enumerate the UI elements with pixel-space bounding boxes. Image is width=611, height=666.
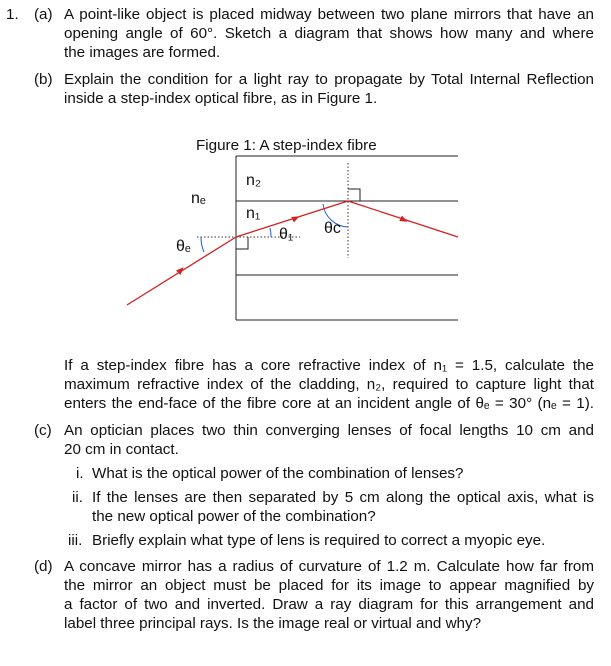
theta-e-arc — [201, 237, 204, 252]
subpart-ii-line-1: If the lenses are then separated by 5 cm along the optical axis, what is — [92, 489, 594, 506]
part-a-line-1: A point-like object is placed midway between two plane mirrors that have an — [64, 6, 594, 23]
reflected-ray-arrow — [402, 219, 404, 220]
question-number: 1. — [6, 6, 19, 23]
part-d-line-3: a factor of two and inverted. Draw a ray diagram for this arrangement and — [64, 596, 594, 613]
entry-right-angle-marker — [236, 237, 248, 249]
subpart-ii-label: ii. — [72, 489, 83, 506]
subpart-iii-line-1: Briefly explain what type of lens is required to correct a myopic eye. — [92, 532, 546, 549]
part-d-line-4: label three principal rays. Is the image real or virtual and why? — [64, 615, 482, 632]
part-d-line-2: the mirror an object must be placed for its image to appear magnified by — [64, 577, 594, 594]
part-a-label: (a) — [34, 6, 53, 23]
label-theta-1: θ₁ — [279, 226, 294, 243]
part-b-after-line-1: If a step-index fibre has a core refractive index of n₁ = 1.5, calculate the — [64, 357, 594, 374]
subpart-iii-label: iii. — [68, 532, 83, 549]
label-n2: n₂ — [246, 172, 262, 189]
part-d-line-1: A concave mirror has a radius of curvature of 1.2 m. Calculate how far from — [64, 558, 594, 575]
part-d-label: (d) — [34, 558, 53, 575]
theta-1-arc — [270, 228, 271, 237]
part-b-after-line-3: enters the end-face of the fibre core at an incident angle of θₑ = 30° (nₑ = 1). — [64, 395, 594, 412]
part-a-line-2: opening angle of 60°. Sketch a diagram that shows how many and where — [64, 25, 594, 42]
part-b-line-2: inside a step-index optical fibre, as in Figure 1. — [64, 90, 378, 107]
label-theta-c: θc — [324, 220, 341, 237]
label-ne: nₑ — [191, 190, 206, 207]
part-c-line-2: 20 cm in contact. — [64, 441, 179, 458]
refracted-ray-arrow — [294, 218, 296, 219]
part-b-line-1: Explain the condition for a light ray to propagate by Total Internal Reflection — [64, 71, 594, 88]
part-c-line-1: An optician places two thin converging lenses of focal lengths 10 cm and — [64, 422, 594, 439]
incident-ray-arrow — [180, 270, 181, 271]
label-theta-e: θₑ — [176, 238, 191, 255]
subpart-i-line-1: What is the optical power of the combination of lenses? — [92, 465, 464, 482]
subpart-ii-line-2: the new optical power of the combination? — [92, 508, 376, 525]
boundary-right-angle-marker — [348, 189, 360, 201]
subpart-i-label: i. — [76, 465, 84, 482]
figure-caption: Figure 1: A step-index fibre — [196, 137, 377, 154]
part-b-label: (b) — [34, 71, 53, 88]
part-a-line-3: the images are formed. — [64, 44, 221, 61]
part-b-after-line-2: maximum refractive index of the cladding, n₂, required to capture light that — [64, 376, 594, 393]
label-n1: n₁ — [246, 205, 261, 222]
part-c-label: (c) — [34, 422, 52, 439]
